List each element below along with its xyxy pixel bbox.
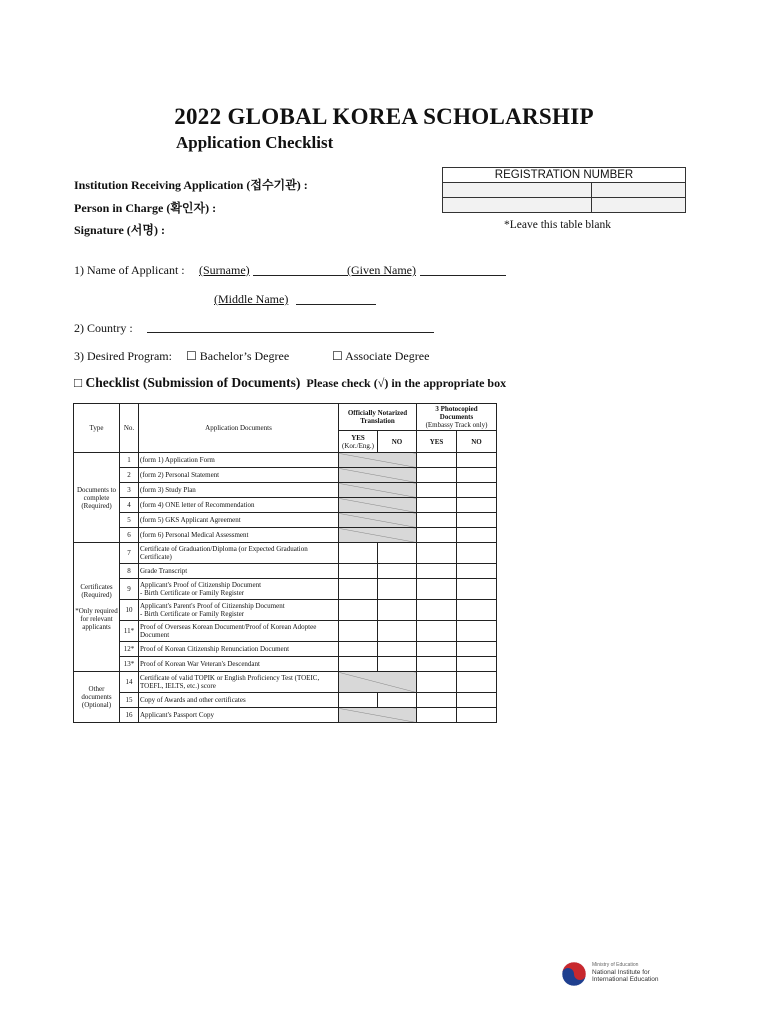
check-cell[interactable] xyxy=(457,672,497,693)
country-line[interactable] xyxy=(147,332,434,333)
checklist-instruction: Please check (√) in the appropriate box xyxy=(306,376,507,390)
check-cell[interactable] xyxy=(378,621,417,642)
footer-org-line1: Ministry of Education xyxy=(592,962,639,968)
check-cell[interactable] xyxy=(378,657,417,672)
header-yes-notarized-label: YES xyxy=(351,433,365,442)
check-cell[interactable] xyxy=(417,528,457,543)
check-cell[interactable] xyxy=(457,693,497,708)
row-document-line2: - Birth Certificate or Family Register xyxy=(140,610,245,618)
row-document: Certificate of Graduation/Diploma (or Expected Graduation Certificate) xyxy=(139,543,339,564)
disabled-cell xyxy=(339,708,417,723)
row-number: 1 xyxy=(120,453,139,468)
check-cell[interactable] xyxy=(417,564,457,579)
registration-cell[interactable] xyxy=(443,198,592,213)
row-document: Proof of Korean Citizenship Renunciation Document xyxy=(139,642,339,657)
disabled-cell xyxy=(339,528,417,543)
middle-name-line[interactable] xyxy=(296,304,376,305)
row-document: Certificate of valid TOPIK or English Proficiency Test (TOEIC, TOEFL, IELTS, etc.) score xyxy=(139,672,339,693)
check-cell[interactable] xyxy=(417,708,457,723)
registration-note: *Leave this table blank xyxy=(504,219,611,231)
country-label: 2) Country : xyxy=(74,321,133,335)
header-notarized: Officially Notarized Translation xyxy=(339,404,417,431)
check-cell[interactable] xyxy=(417,657,457,672)
check-cell[interactable] xyxy=(457,453,497,468)
signature-label: Signature (서명) : xyxy=(74,223,165,237)
row-number: 13* xyxy=(120,657,139,672)
row-number: 3 xyxy=(120,483,139,498)
institution-label: Institution Receiving Application (접수기관) : xyxy=(74,178,308,192)
check-cell[interactable] xyxy=(457,468,497,483)
check-cell[interactable] xyxy=(457,600,497,621)
footer-org-line3: International Education xyxy=(592,976,659,983)
check-cell[interactable] xyxy=(417,468,457,483)
row-document: Copy of Awards and other certificates xyxy=(139,693,339,708)
row-document-line1: Applicant's Parent's Proof of Citizenship Document xyxy=(140,602,285,610)
row-document: (form 6) Personal Medical Assessment xyxy=(139,528,339,543)
disabled-cell xyxy=(339,483,417,498)
row-document: Proof of Korean War Veteran's Descendant xyxy=(139,657,339,672)
header-yes-notarized xyxy=(339,431,378,453)
check-cell[interactable] xyxy=(417,483,457,498)
row-number: 15 xyxy=(120,693,139,708)
check-cell[interactable] xyxy=(378,564,417,579)
documents-table xyxy=(73,403,497,723)
given-name-line[interactable] xyxy=(420,275,506,276)
row-number: 12* xyxy=(120,642,139,657)
header-no-photo: NO xyxy=(457,431,497,453)
row-number: 6 xyxy=(120,528,139,543)
check-cell[interactable] xyxy=(457,513,497,528)
registration-table xyxy=(442,167,686,213)
row-document: Grade Transcript xyxy=(139,564,339,579)
surname-label: (Surname) xyxy=(199,263,250,277)
bachelor-checkbox[interactable]: ☐ Bachelor’s Degree xyxy=(186,349,290,363)
registration-header: REGISTRATION NUMBER xyxy=(443,168,686,183)
row-number: 8 xyxy=(120,564,139,579)
check-cell[interactable] xyxy=(457,579,497,600)
row-number: 4 xyxy=(120,498,139,513)
header-type: Type xyxy=(74,404,120,453)
check-cell[interactable] xyxy=(417,543,457,564)
registration-cell[interactable] xyxy=(592,198,686,213)
group-required-docs: Documents to complete (Required) xyxy=(74,453,120,543)
check-cell[interactable] xyxy=(339,600,378,621)
check-cell[interactable] xyxy=(417,498,457,513)
header-photocopied-note: (Embassy Track only) xyxy=(425,421,488,429)
group-certificates-note: *Only required for relevant applicants xyxy=(75,607,118,631)
row-document: Applicant's Passport Copy xyxy=(139,708,339,723)
disabled-cell xyxy=(339,672,417,693)
check-cell[interactable] xyxy=(339,564,378,579)
check-cell[interactable] xyxy=(339,642,378,657)
disabled-cell xyxy=(339,513,417,528)
header-no-notarized: NO xyxy=(378,431,417,453)
check-cell[interactable] xyxy=(457,483,497,498)
row-document: (form 4) ONE letter of Recommendation xyxy=(139,498,339,513)
row-document-line2: - Birth Certificate or Family Register xyxy=(140,589,245,597)
row-number: 7 xyxy=(120,543,139,564)
header-documents: Application Documents xyxy=(139,404,339,453)
registration-cell[interactable] xyxy=(592,183,686,198)
check-cell[interactable] xyxy=(417,579,457,600)
disabled-cell xyxy=(339,468,417,483)
given-name-label: (Given Name) xyxy=(347,263,416,277)
check-cell[interactable] xyxy=(457,543,497,564)
check-cell[interactable] xyxy=(457,642,497,657)
row-number: 11* xyxy=(120,621,139,642)
checklist-title: □ Checklist (Submission of Documents) xyxy=(74,375,301,390)
row-number: 16 xyxy=(120,708,139,723)
header-yes-photo: YES xyxy=(417,431,457,453)
footer-org-line2: National Institute for xyxy=(592,969,650,976)
row-document: (form 2) Personal Statement xyxy=(139,468,339,483)
group-certificates-label: Certificates (Required) xyxy=(80,583,113,599)
header-yes-notarized-note: (Kor./Eng.) xyxy=(342,441,374,450)
row-number: 2 xyxy=(120,468,139,483)
footer-organization xyxy=(592,962,659,983)
check-cell[interactable] xyxy=(417,600,457,621)
check-cell[interactable] xyxy=(378,642,417,657)
check-cell[interactable] xyxy=(417,453,457,468)
check-cell[interactable] xyxy=(417,693,457,708)
check-cell[interactable] xyxy=(457,708,497,723)
niied-logo-icon xyxy=(560,960,588,988)
person-in-charge-label: Person in Charge (확인자) : xyxy=(74,201,217,215)
check-cell[interactable] xyxy=(417,642,457,657)
associate-checkbox[interactable]: ☐ Associate Degree xyxy=(332,349,430,363)
disabled-cell xyxy=(339,453,417,468)
row-number: 14 xyxy=(120,672,139,693)
check-cell[interactable] xyxy=(457,564,497,579)
header-no: No. xyxy=(120,404,139,453)
check-cell[interactable] xyxy=(339,621,378,642)
middle-name-label: (Middle Name) xyxy=(214,292,289,306)
check-cell[interactable] xyxy=(417,672,457,693)
check-cell[interactable] xyxy=(339,657,378,672)
check-cell[interactable] xyxy=(378,693,417,708)
check-cell[interactable] xyxy=(378,579,417,600)
header-photocopied-title: 3 Photocopied Documents xyxy=(435,405,478,421)
row-number: 9 xyxy=(120,579,139,600)
check-cell[interactable] xyxy=(339,579,378,600)
row-number: 5 xyxy=(120,513,139,528)
group-other: Other documents (Optional) xyxy=(74,672,120,723)
disabled-cell xyxy=(339,498,417,513)
check-cell[interactable] xyxy=(417,513,457,528)
checklist-heading xyxy=(74,375,506,391)
check-cell[interactable] xyxy=(457,657,497,672)
row-number: 10 xyxy=(120,600,139,621)
applicant-name-label: 1) Name of Applicant : xyxy=(74,263,185,277)
row-document: Proof of Overseas Korean Document/Proof of Korean Adoptee Document xyxy=(139,621,339,642)
row-document xyxy=(139,600,339,621)
check-cell[interactable] xyxy=(378,600,417,621)
surname-line[interactable] xyxy=(253,275,347,276)
row-document: (form 1) Application Form xyxy=(139,453,339,468)
row-document-line1: Applicant's Proof of Citizenship Document xyxy=(140,581,262,589)
header-photocopied xyxy=(417,404,497,431)
row-document: (form 3) Study Plan xyxy=(139,483,339,498)
check-cell[interactable] xyxy=(339,693,378,708)
group-certificates xyxy=(74,543,120,672)
page-title: 2022 GLOBAL KOREA SCHOLARSHIP xyxy=(174,104,594,129)
check-cell[interactable] xyxy=(457,498,497,513)
page-subtitle: Application Checklist xyxy=(176,133,334,152)
check-cell[interactable] xyxy=(417,621,457,642)
program-label: 3) Desired Program: xyxy=(74,349,172,363)
registration-cell[interactable] xyxy=(443,183,592,198)
check-cell[interactable] xyxy=(339,543,378,564)
check-cell[interactable] xyxy=(457,621,497,642)
check-cell[interactable] xyxy=(378,543,417,564)
row-document xyxy=(139,579,339,600)
row-document: (form 5) GKS Applicant Agreement xyxy=(139,513,339,528)
check-cell[interactable] xyxy=(457,528,497,543)
